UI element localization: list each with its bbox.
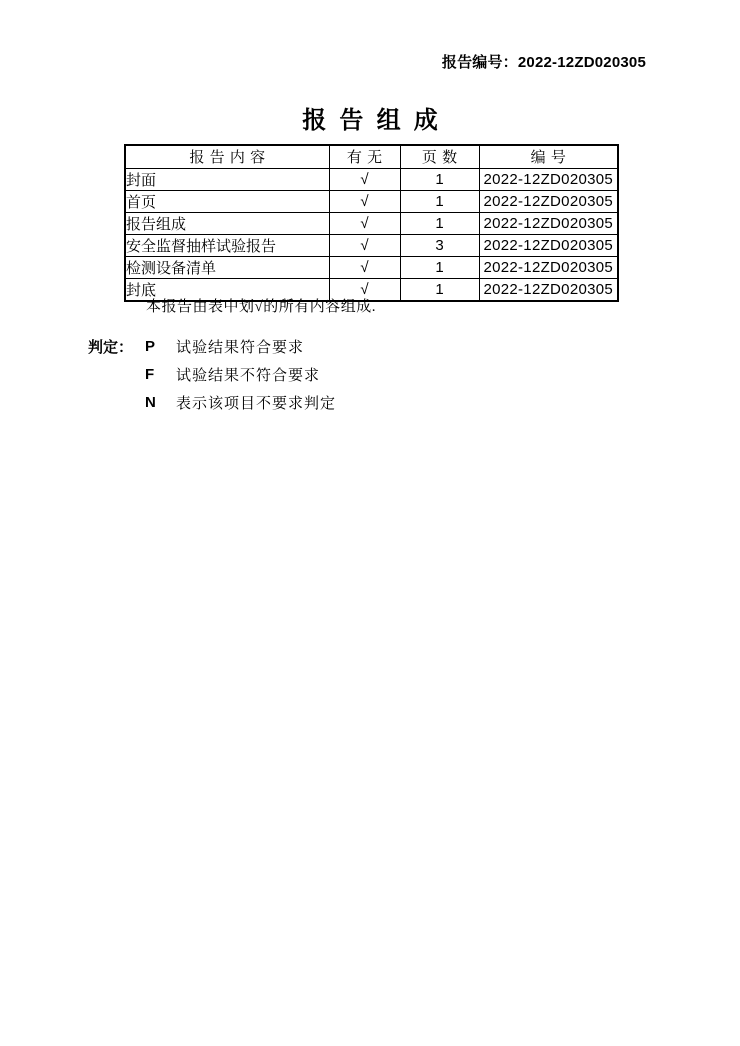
header-cell-pages: 页数: [400, 145, 479, 168]
judgement-code-n: N: [145, 393, 156, 411]
row-pages: 3: [400, 234, 479, 256]
row-content: 封底: [125, 278, 329, 301]
judgement-label: 判定：: [88, 339, 134, 356]
row-pages: 1: [400, 256, 479, 278]
page-title: 报告组成: [302, 108, 451, 134]
row-checkmark: √: [329, 234, 400, 256]
row-content: 安全监督抽样试验报告: [125, 234, 329, 256]
row-pages: 1: [400, 212, 479, 234]
row-pages: 1: [400, 168, 479, 190]
row-number: 2022-12ZD020305: [479, 190, 618, 212]
row-number: 2022-12ZD020305: [479, 256, 618, 278]
row-content: 检测设备清单: [125, 256, 329, 278]
judgement-legend: [88, 332, 336, 416]
row-number: 2022-12ZD020305: [479, 168, 618, 190]
row-number: 2022-12ZD020305: [479, 278, 618, 301]
judgement-code-f: F: [145, 365, 155, 383]
row-checkmark: √: [329, 190, 400, 212]
row-checkmark: √: [329, 278, 400, 301]
judgement-desc-n: 表示该项目不要求判定: [176, 395, 337, 412]
report-composition-table: [124, 144, 619, 302]
header-cell-number: 编号: [479, 145, 618, 168]
row-content: 报告组成: [125, 212, 329, 234]
row-content: 封面: [125, 168, 329, 190]
table-header-row: [125, 145, 618, 168]
row-checkmark: √: [329, 256, 400, 278]
judgement-row-n: [88, 388, 336, 416]
header-cell-content: 报告内容: [125, 145, 329, 168]
row-checkmark: √: [329, 212, 400, 234]
row-pages: 1: [400, 190, 479, 212]
table-row: [125, 168, 618, 190]
report-number-value: 2022-12ZD020305: [517, 54, 646, 71]
table-row: [125, 190, 618, 212]
row-checkmark: √: [329, 168, 400, 190]
judgement-desc-f: 试验结果不符合要求: [176, 367, 321, 384]
table-note: 本报告由表中划√的所有内容组成.: [146, 299, 376, 315]
row-number: 2022-12ZD020305: [479, 234, 618, 256]
table-row: [125, 234, 618, 256]
report-number-line: [442, 51, 646, 72]
judgement-row-f: [88, 360, 336, 388]
report-number-label: 报告编号：: [441, 54, 518, 71]
row-pages: 1: [400, 278, 479, 301]
table-row: [125, 256, 618, 278]
row-content: 首页: [125, 190, 329, 212]
header-cell-has: 有无: [329, 145, 400, 168]
row-number: 2022-12ZD020305: [479, 212, 618, 234]
judgement-desc-p: 试验结果符合要求: [176, 339, 305, 356]
judgement-code-p: P: [145, 337, 156, 355]
table-row: [125, 212, 618, 234]
judgement-row-p: [88, 332, 336, 360]
